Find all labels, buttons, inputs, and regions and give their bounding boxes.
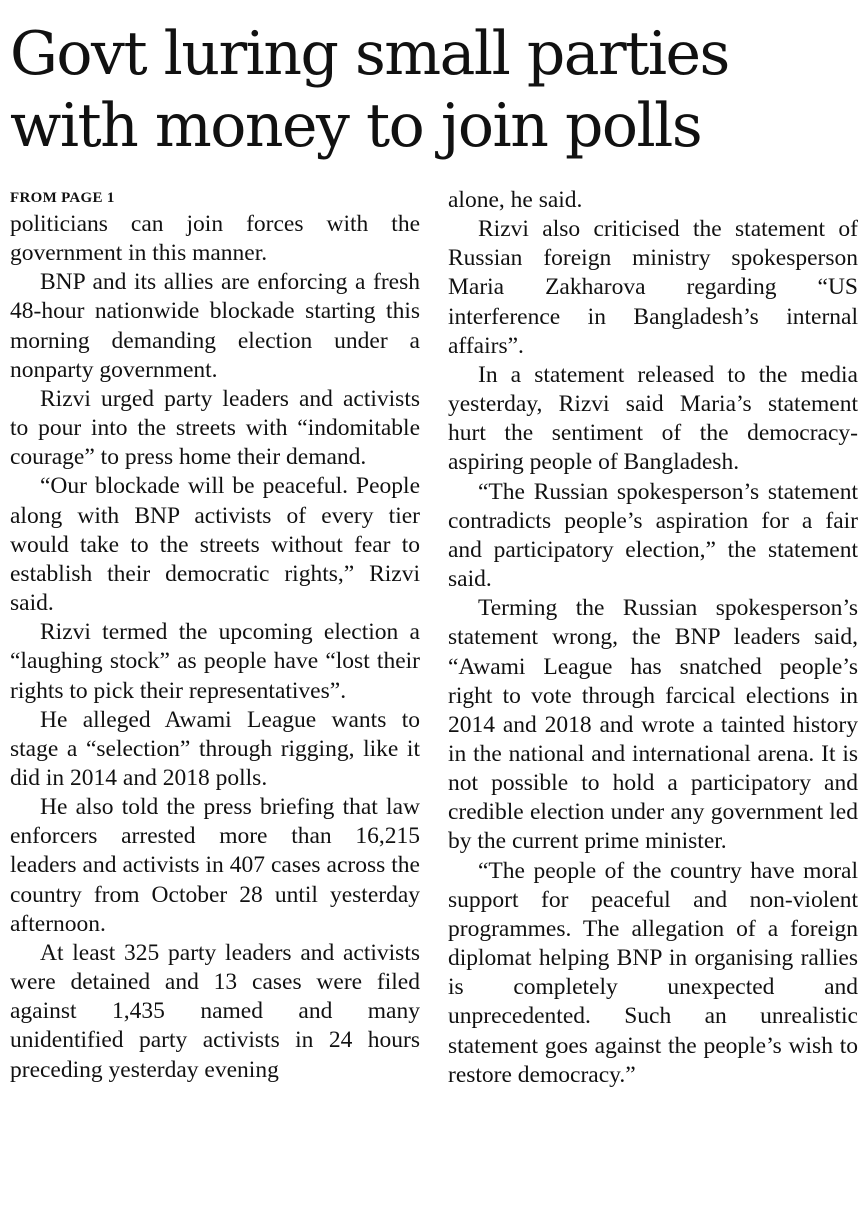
headline: Govt luring small parties with money to join polls — [10, 19, 729, 161]
paragraph: In a statement released to the media yesterday, Rizvi said Maria’s statement hurt the sentiment of the democracy-aspiring people of Bangladesh. — [448, 361, 858, 476]
paragraph: “The people of the country have moral support for peaceful and non-violent programmes. The allegation of a foreign diplomat helping BNP in organising rallies is completely unexpected and unprecedented. Such an unrealistic statement goes against the people’s wish to restore democracy.” — [448, 857, 858, 1088]
paragraph: At least 325 party leaders and activists were detained and 13 cases were filed against 1,435 named and many unidentified party activists in 24 hours preceding yesterday evening — [10, 939, 420, 1083]
paragraph: “Our blockade will be peaceful. People along with BNP activists of every tier would take to the streets without fear to establish their democratic rights,” Rizvi said. — [10, 473, 420, 617]
article-column-left — [10, 186, 420, 1085]
paragraph: politicians can join forces with the government in this manner. — [10, 211, 420, 267]
paragraph: He alleged Awami League wants to stage a “selection” through rigging, like it did in 2014 and 2018 polls. — [10, 706, 420, 791]
paragraph: “The Russian spokesperson’s statement contradicts people’s aspiration for a fair and participatory election,” the statement said. — [448, 478, 858, 593]
continuation-kicker: FROM PAGE 1 — [10, 190, 115, 206]
article-column-right — [448, 186, 858, 1090]
paragraph: Rizvi also criticised the statement of Russian foreign ministry spokesperson Maria Zakharova regarding “US interference in Bangladesh’s internal affairs”. — [448, 216, 858, 359]
paragraph: He also told the press briefing that law enforcers arrested more than 16,215 leaders and activists in 407 cases across the country from October 28 until yesterday afternoon. — [10, 794, 420, 937]
paragraph: Rizvi urged party leaders and activists to pour into the streets with “indomitable courage” to press home their demand. — [10, 385, 420, 471]
paragraph: BNP and its allies are enforcing a fresh 48-hour nationwide blockade starting this morning demanding election under a nonparty government. — [10, 269, 420, 383]
paragraph: alone, he said. — [448, 187, 583, 213]
paragraph: Terming the Russian spokesperson’s statement wrong, the BNP leaders said, “Awami League has snatched people’s right to vote through farcical elections in 2014 and 2018 and wrote a tainted history in the national and international arena. It is not possible to hold a participatory and credible election under any government led by the current prime minister. — [448, 595, 858, 855]
paragraph: Rizvi termed the upcoming election a “laughing stock” as people have “lost their rights to pick their representatives”. — [10, 619, 420, 704]
